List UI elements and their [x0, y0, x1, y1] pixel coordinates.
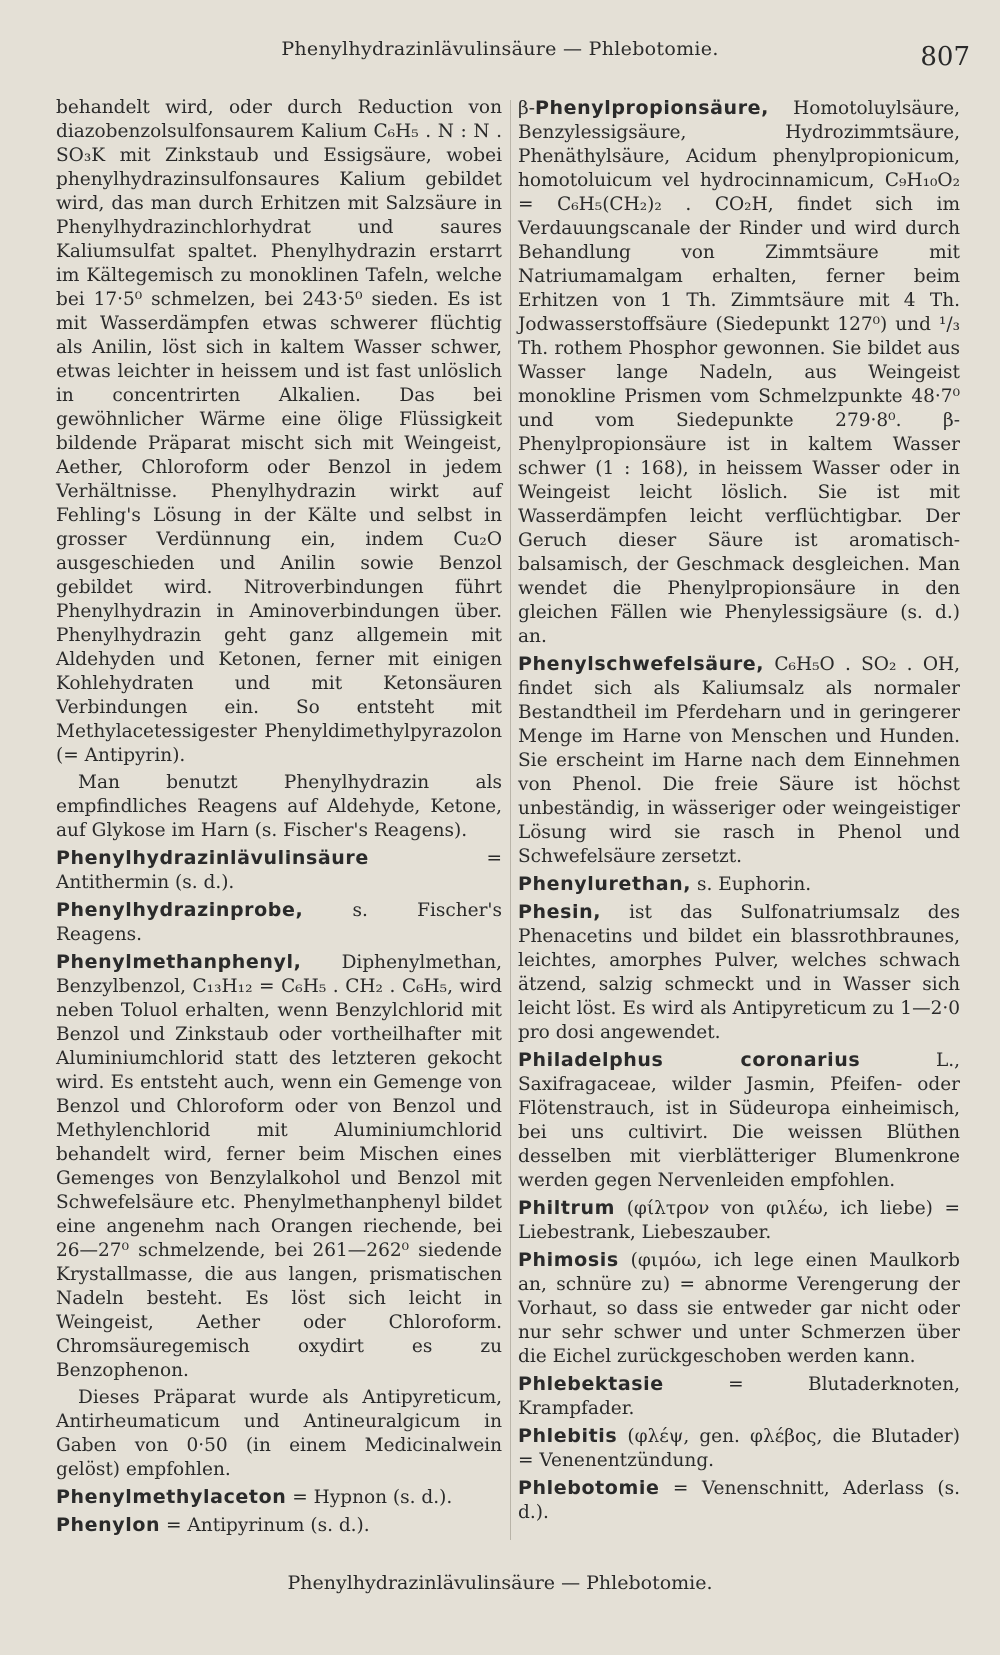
entry-text: s. Euphorin.	[691, 874, 812, 895]
entry-text: = Venenschnitt, Aderlass (s. d.).	[518, 1478, 960, 1523]
entry-phesin	[518, 900, 960, 1045]
headword: Phenylurethan,	[518, 873, 692, 895]
entry-phenylhydrazinlaevulinsaeure	[56, 846, 502, 895]
paragraph-phenylhydrazin-use: Man benutzt Phenylhydrazin als empfindliches Reagens auf Aldehyde, Ketone, auf Glykose im Harn (s. Fischer's Reagens).	[56, 772, 502, 841]
entry-phlebektasie	[518, 1372, 960, 1421]
entry-phenylmethylaceton	[56, 1485, 502, 1510]
entry-phenylurethan	[518, 872, 960, 897]
headword: Philtrum	[518, 1197, 616, 1219]
prefix: β-	[518, 98, 535, 119]
headword: Phenylhydrazinprobe,	[56, 899, 304, 921]
entry-text: (φιμόω, ich lege einen Maulkorb an, schnüre zu) = abnorme Verengerung der Vorhaut, so dass sie entweder gar nicht oder nur sehr schwer und unter Schmerzen über die Eichel zurückgeschoben werden kann.	[518, 1250, 960, 1367]
page-number: 807	[920, 42, 970, 72]
entry-text: Diphenylmethan, Benzylbenzol, C₁₃H₁₂ = C₆H₅ . CH₂ . C₆H₅, wird neben Toluol erhalten, wenn Benzylchlorid mit Benzol und Zinkstaub oder vortheilhafter mit Aluminiumchlorid statt des letzteren gekocht wird. Es entsteht auch, wenn ein Gemenge von Benzol und Chloroform oder von Benzol und Methylenchlorid mit Aluminiumchlorid behandelt wird, ferner beim Mischen eines Gemenges von Benzylalkohol und Benzol mit Schwefelsäure etc. Phenylmethanphenyl bildet eine angenehm nach Orangen riechende, bei 26—27⁰ schmelzende, bei 261—262⁰ siedende Krystallmasse, die aus langen, prismatischen Nadeln besteht. Es löst sich leicht in Weingeist, Aether oder Chloroform. Chromsäuregemisch oxydirt es zu Benzophenon.	[56, 952, 502, 1381]
entry-text: s. Fischer's Reagens.	[56, 900, 502, 945]
paragraph-phenylhydrazin-cont: behandelt wird, oder durch Reduction von diazobenzolsulfonsaurem Kalium C₆H₅ . N : N . SO₃K mit Zinkstaub und Essigsäure, wobei phenylhydrazinsulfonsaures Kalium gebildet wird, das man durch Erhitzen mit Salzsäure in Phenylhydrazinchlorhydrat und saures Kaliumsulfat spaltet. Phenylhydrazin erstarrt im Kältegemisch zu monoklinen Tafeln, welche bei 17·5⁰ schmelzen, bei 243·5⁰ sieden. Es ist mit Wasserdämpfen etwas schwerer flüchtig als Anilin, löst sich in kaltem Wasser schwer, etwas leichter in heissem und ist fast unlöslich in concentrirten Alkalien. Das bei gewöhnlicher Wärme eine ölige Flüssigkeit bildende Präparat mischt sich mit Weingeist, Aether, Chloroform oder Benzol in jedem Verhältnisse. Phenylhydrazin wirkt auf Fehling's Lösung in der Kälte und selbst in grosser Verdünnung ein, indem Cu₂O ausgeschieden und Anilin sowie Benzol gebildet wird. Nitroverbindungen führt Phenylhydrazin in Aminoverbindungen über. Phenylhydrazin geht ganz allgemein mit Aldehyden und Ketonen, ferner mit einigen Kohlehydraten und mit Ketonsäuren Verbindungen ein. So entsteht mit Methylacetessigester Phenyldimethylpyrazolon (= Antipyrin).	[56, 97, 502, 766]
paragraph-phenylmethanphenyl-use: Dieses Präparat wurde als Antipyreticum, Antirheumaticum und Antineuralgicum in Gaben von 0·50 (in einem Medicinalwein gelöst) empfohlen.	[56, 1387, 502, 1480]
page-footer: Phenylhydrazinlävulinsäure — Phlebotomie.	[287, 1572, 713, 1594]
headword: Phlebitis	[518, 1425, 618, 1447]
entry-text: = Antipyrinum (s. d.).	[160, 1515, 370, 1536]
entry-phenylhydrazinprobe	[56, 898, 502, 947]
entry-philadelphus	[518, 1048, 960, 1193]
headword: Phenylmethanphenyl,	[56, 951, 302, 973]
entry-phimosis	[518, 1248, 960, 1369]
headword: Phesin,	[518, 901, 602, 923]
headword: Phlebektasie	[518, 1373, 664, 1395]
headword: Phlebotomie	[518, 1477, 660, 1499]
entry-phlebitis	[518, 1424, 960, 1473]
entry-phenylon	[56, 1513, 502, 1538]
entry-text: = Antithermin (s. d.).	[56, 848, 502, 893]
entry-text: L., Saxifragaceae, wilder Jasmin, Pfeifen- oder Flötenstrauch, ist in Südeuropa einheimisch, bei uns cultivirt. Die weissen Blüthen desselben mit vierblätteriger Blumenkrone werden gegen Nervenleiden empfohlen.	[518, 1050, 960, 1191]
entry-phenylmethanphenyl	[56, 950, 502, 1383]
entry-text: (φλέψ, gen. φλέβος, die Blutader) = Venenentzündung.	[518, 1426, 960, 1471]
entry-phenylpropionsaeure	[518, 96, 960, 649]
running-head: Phenylhydrazinlävulinsäure — Phlebotomie.	[281, 38, 719, 60]
entry-text: Homotoluylsäure, Benzylessigsäure, Hydrozimmtsäure, Phenäthylsäure, Acidum phenylpropionicum, homotoluicum vel hydrocinnamicum, C₉H₁₀O₂ = C₆H₅(CH₂)₂ . CO₂H, findet sich im Verdauungscanale der Rinder und wird durch Behandlung von Zimmtsäure mit Natriumamalgam erhalten, ferner beim Erhitzen von 1 Th. Zimmtsäure mit 4 Th. Jodwasserstoffsäure (Siedepunkt 127⁰) und ¹/₃ Th. rothem Phosphor gewonnen. Sie bildet aus Wasser lange Nadeln, aus Weingeist monokline Prismen vom Schmelzpunkte 48·7⁰ und vom Siedepunkte 279·8⁰. β-Phenylpropionsäure ist in kaltem Wasser schwer (1 : 168), in heissem Wasser oder in Weingeist leicht löslich. Sie ist mit Wasserdämpfen leicht verflüchtigbar. Der Geruch dieser Säure ist aromatisch-balsamisch, der Geschmack desgleichen. Man wendet die Phenylpropionsäure in den gleichen Fällen wie Phenylessigsäure (s. d.) an.	[518, 98, 960, 647]
headword: Phenylmethylaceton	[56, 1486, 287, 1508]
entry-text: ist das Sulfonatriumsalz des Phenacetins und bildet ein blassrothbraunes, leichtes, amorphes Pulver, welches schwach ätzend, salzig schmeckt und in Wasser sich leicht löst. Es wird als Antipyreticum zu 1—2·0 pro dosi angewendet.	[518, 902, 960, 1043]
left-column	[56, 96, 502, 1541]
entry-text: = Hypnon (s. d.).	[286, 1487, 453, 1508]
headword: Phenylpropionsäure,	[534, 97, 769, 119]
entry-phenylschwefelsaeure	[518, 652, 960, 869]
headword: Philadelphus coronarius	[518, 1049, 861, 1071]
right-column	[518, 96, 960, 1528]
entry-text: = Blutaderknoten, Krampfader.	[518, 1374, 960, 1419]
headword: Phimosis	[518, 1249, 619, 1271]
entry-text: (φίλτρον von φιλέω, ich liebe) = Liebestrank, Liebeszauber.	[518, 1198, 960, 1243]
headword: Phenylschwefelsäure,	[518, 653, 765, 675]
entry-phlebotomie	[518, 1476, 960, 1525]
entry-philtrum	[518, 1196, 960, 1245]
column-divider	[510, 100, 511, 1540]
headword: Phenylhydrazinlävulinsäure	[56, 847, 369, 869]
headword: Phenylon	[56, 1514, 161, 1536]
entry-text: C₆H₅O . SO₂ . OH, findet sich als Kaliumsalz als normaler Bestandtheil im Pferdeharn und in geringerer Menge im Harne von Menschen und Hunden. Sie erscheint im Harne nach dem Einnehmen von Phenol. Die freie Säure ist höchst unbeständig, in wässeriger oder weingeistiger Lösung wird sie rasch in Phenol und Schwefelsäure zersetzt.	[518, 654, 960, 867]
